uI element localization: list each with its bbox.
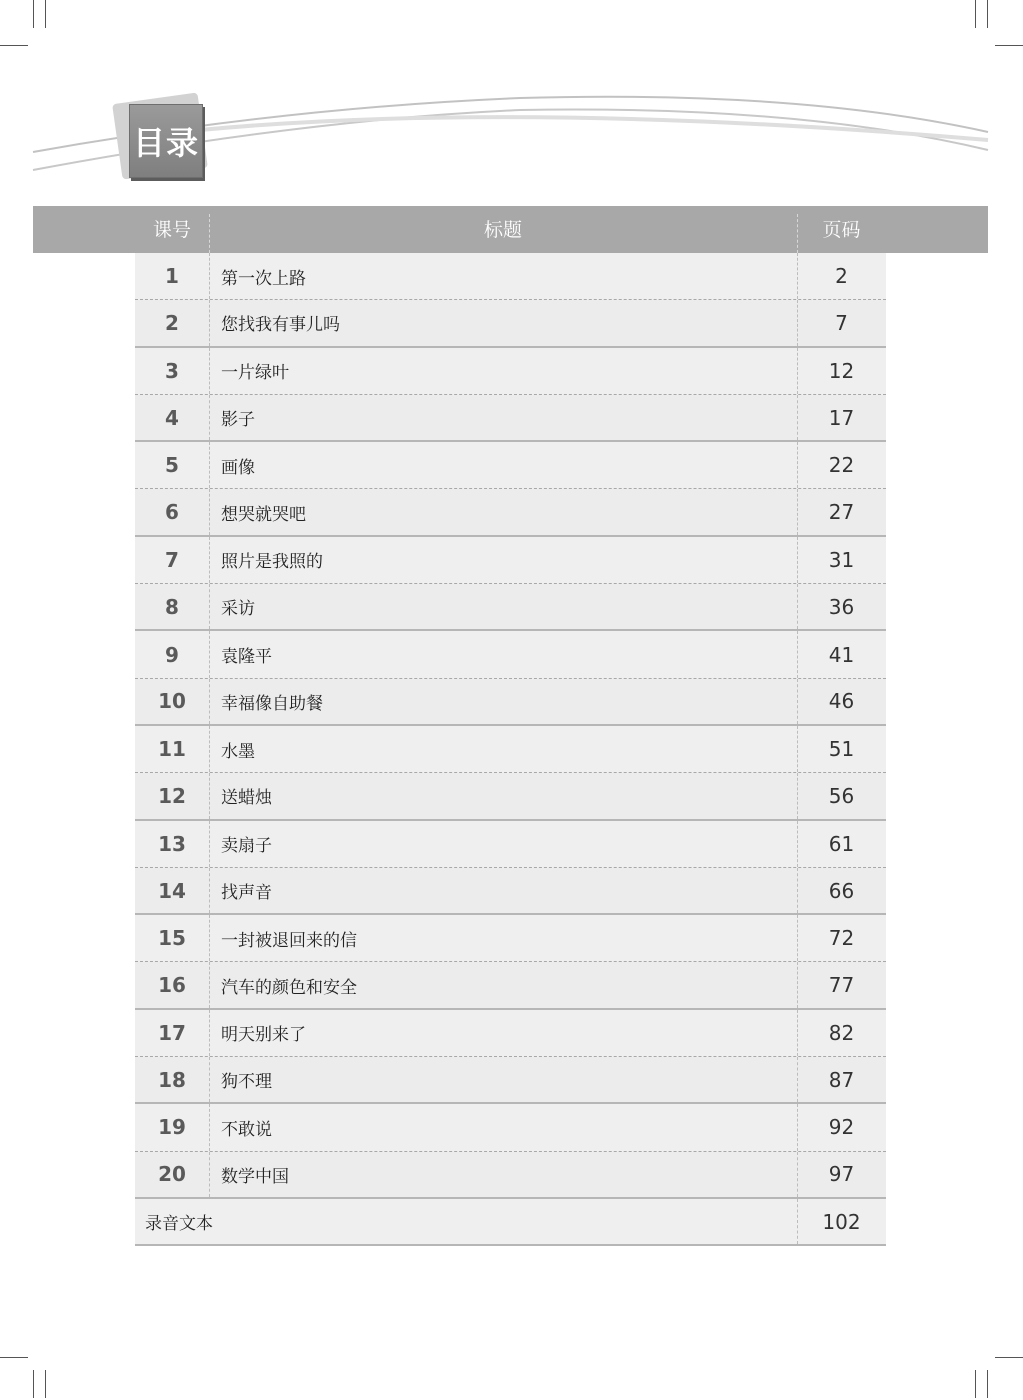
table-row[interactable] bbox=[135, 868, 886, 915]
page-number: 72 bbox=[828, 926, 855, 951]
table-row[interactable] bbox=[135, 962, 886, 1009]
page-number: 36 bbox=[828, 594, 855, 619]
lesson-title: 影子 bbox=[221, 410, 255, 431]
lesson-title: 找声音 bbox=[221, 883, 272, 903]
page-number: 12 bbox=[828, 358, 855, 383]
table-row[interactable] bbox=[135, 395, 886, 442]
lesson-number: 11 bbox=[158, 737, 186, 762]
divider bbox=[209, 348, 210, 394]
page-number: 87 bbox=[828, 1067, 855, 1092]
divider bbox=[209, 395, 210, 440]
lesson-number: 15 bbox=[158, 926, 186, 951]
toc-table bbox=[135, 253, 886, 1246]
lesson-title: 汽车的颜色和安全 bbox=[221, 977, 357, 998]
lesson-title: 您找我有事儿吗 bbox=[221, 315, 340, 336]
lesson-title: 送蜡烛 bbox=[221, 788, 272, 809]
table-row[interactable] bbox=[135, 489, 886, 536]
crop-mark bbox=[45, 0, 46, 28]
table-row[interactable] bbox=[135, 679, 886, 726]
divider bbox=[209, 489, 210, 534]
table-row[interactable] bbox=[135, 300, 886, 347]
page-number: 7 bbox=[835, 310, 848, 335]
table-row-appendix[interactable] bbox=[135, 1199, 886, 1246]
divider bbox=[209, 915, 210, 961]
table-row[interactable] bbox=[135, 631, 886, 678]
crop-mark bbox=[0, 1357, 28, 1358]
lesson-title: 想哭就哭吧 bbox=[221, 504, 306, 525]
lesson-number: 13 bbox=[158, 831, 186, 856]
lesson-title: 不敢说 bbox=[221, 1119, 272, 1140]
divider bbox=[209, 537, 210, 583]
lesson-number: 7 bbox=[165, 547, 179, 572]
lesson-title: 第一次上路 bbox=[221, 268, 306, 289]
page-number: 41 bbox=[828, 642, 855, 667]
table-row[interactable] bbox=[135, 726, 886, 773]
table-row[interactable] bbox=[135, 915, 886, 962]
lesson-number: 19 bbox=[158, 1115, 186, 1140]
lesson-number: 6 bbox=[165, 500, 179, 525]
header-page: 页码 bbox=[822, 219, 861, 241]
lesson-number: 14 bbox=[158, 878, 186, 903]
lesson-number: 5 bbox=[165, 453, 179, 478]
lesson-number: 8 bbox=[165, 594, 179, 619]
lesson-title: 狗不理 bbox=[221, 1072, 272, 1093]
table-row[interactable] bbox=[135, 348, 886, 395]
lesson-title: 画像 bbox=[221, 457, 255, 478]
lesson-number: 9 bbox=[165, 642, 179, 667]
page-number: 102 bbox=[822, 1209, 861, 1234]
lesson-number: 20 bbox=[158, 1162, 186, 1187]
crop-mark bbox=[995, 45, 1023, 46]
crop-mark bbox=[987, 1370, 988, 1398]
lesson-number: 10 bbox=[158, 689, 186, 714]
lesson-number: 16 bbox=[158, 973, 186, 998]
divider bbox=[209, 773, 210, 818]
table-row[interactable] bbox=[135, 584, 886, 631]
divider bbox=[209, 253, 210, 299]
lesson-number: 4 bbox=[165, 405, 179, 430]
divider bbox=[209, 584, 210, 629]
divider bbox=[209, 300, 210, 345]
table-row[interactable] bbox=[135, 821, 886, 868]
crop-mark bbox=[45, 1370, 46, 1398]
divider bbox=[209, 1152, 210, 1197]
divider bbox=[209, 631, 210, 677]
lesson-number: 12 bbox=[158, 783, 186, 808]
table-row[interactable] bbox=[135, 1104, 886, 1151]
page-number: 51 bbox=[828, 737, 855, 762]
lesson-title: 照片是我照的 bbox=[221, 552, 323, 573]
table-row[interactable] bbox=[135, 253, 886, 300]
divider bbox=[209, 868, 210, 913]
lesson-title: 数学中国 bbox=[221, 1166, 289, 1187]
divider bbox=[209, 1057, 210, 1102]
divider bbox=[209, 821, 210, 867]
page-number: 66 bbox=[828, 878, 855, 903]
crop-mark bbox=[995, 1357, 1023, 1358]
page-number: 77 bbox=[828, 973, 855, 998]
table-row[interactable] bbox=[135, 1057, 886, 1104]
page-number: 27 bbox=[828, 500, 855, 525]
header-lesson: 课号 bbox=[152, 219, 191, 241]
page-title: 目录 bbox=[129, 104, 203, 178]
lesson-number: 1 bbox=[165, 264, 179, 289]
lesson-title: 一封被退回来的信 bbox=[221, 930, 357, 951]
lesson-number: 18 bbox=[158, 1067, 186, 1092]
divider bbox=[209, 726, 210, 772]
crop-mark bbox=[987, 0, 988, 28]
divider bbox=[209, 442, 210, 488]
page-number: 97 bbox=[828, 1162, 855, 1187]
table-header bbox=[33, 206, 988, 253]
crop-mark bbox=[975, 1370, 976, 1398]
page-number: 22 bbox=[828, 453, 855, 478]
lesson-title: 水墨 bbox=[221, 741, 255, 762]
lesson-number: 17 bbox=[158, 1020, 186, 1045]
page-number: 17 bbox=[828, 405, 855, 430]
crop-mark bbox=[0, 45, 28, 46]
page-number: 92 bbox=[828, 1115, 855, 1140]
page-number: 61 bbox=[828, 831, 855, 856]
lesson-title: 幸福像自助餐 bbox=[221, 693, 323, 714]
table-row[interactable] bbox=[135, 1010, 886, 1057]
lesson-number: 3 bbox=[165, 358, 179, 383]
lesson-title: 采访 bbox=[221, 599, 255, 620]
crop-mark bbox=[33, 0, 34, 28]
page-number: 2 bbox=[835, 264, 848, 289]
divider bbox=[209, 1104, 210, 1150]
page-number: 82 bbox=[828, 1020, 855, 1045]
lesson-number: 2 bbox=[165, 310, 179, 335]
divider bbox=[209, 1010, 210, 1056]
appendix-title: 录音文本 bbox=[145, 1214, 213, 1235]
page-number: 56 bbox=[828, 783, 855, 808]
header-title: 标题 bbox=[483, 219, 522, 241]
lesson-title: 卖扇子 bbox=[221, 836, 272, 857]
lesson-title: 一片绿叶 bbox=[221, 363, 289, 384]
lesson-title: 明天别来了 bbox=[221, 1025, 306, 1046]
table-row[interactable] bbox=[135, 773, 886, 820]
page-number: 46 bbox=[828, 689, 855, 714]
crop-mark bbox=[975, 0, 976, 28]
table-row[interactable] bbox=[135, 1152, 886, 1199]
divider bbox=[209, 962, 210, 1007]
page-number: 31 bbox=[828, 547, 855, 572]
divider bbox=[209, 679, 210, 724]
table-row[interactable] bbox=[135, 442, 886, 489]
table-row[interactable] bbox=[135, 537, 886, 584]
crop-mark bbox=[33, 1370, 34, 1398]
lesson-title: 袁隆平 bbox=[221, 647, 272, 668]
